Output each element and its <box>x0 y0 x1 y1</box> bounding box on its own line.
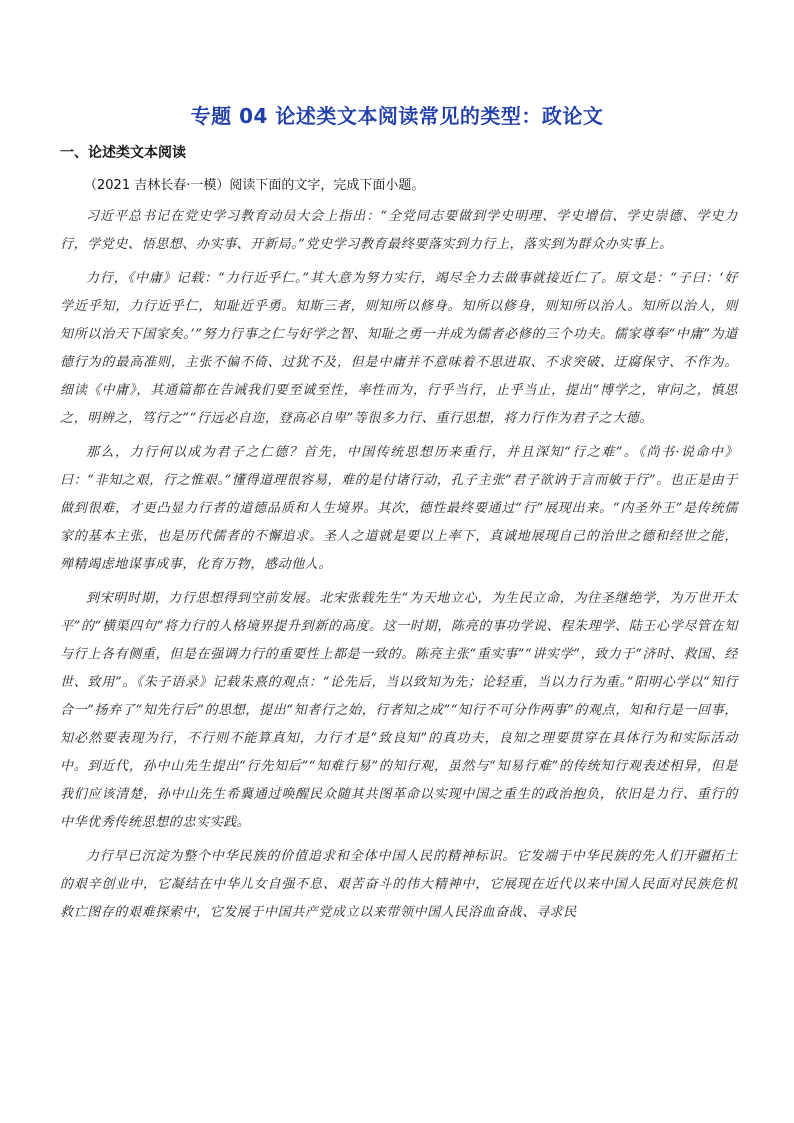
section-heading: 一、论述类文本阅读 <box>60 145 186 161</box>
document-title: 专题 04 论述类文本阅读常见的类型：政论文 <box>190 104 604 128</box>
paragraph-4: 到宋明时期，力行思想得到空前发展。北宋张载先生“为天地立心，为生民立命，为往圣继绝学，为万世开太平”的“横渠四句”将力行的人格境界提升到新的高度。这一时期，陈亮的事功学说、程朱理学、陆王心学尽管在知与行上各有侧重，但是在强调力行的重要性上都是一致的。陈亮主张“重实事”“讲实学”，致力于“济时、救国、经世、致用”。《朱子语录》记载朱熹的观点：“论先后，当以致知为先；论轻重，当以力行为重。”阳明心学以“知行合一”扬弃了“知先行后”的思想，提出“知者行之始，行者知之成”“知行不可分作两事”的观点，知和行是一回事，知必然要表现为行，不行则不能算真知，力行才是“致良知”的真功夫，良知之理要贯穿在具体行为和实际活动中。到近代，孙中山先生提出“行先知后”“知难行易”的知行观，虽然与“知易行难”的传统知行观表述相异，但是我们应该清楚，孙中山先生希冀通过唤醒民众随其共图革命以实现中国之重生的政治抱负，依旧是力行、重行的中华优秀传统思想的忠实实践。 <box>60 591 738 830</box>
source-line: （2021 吉林长春·一模）阅读下面的文字，完成下面小题。 <box>84 178 425 193</box>
paragraph-3: 那么，力行何以成为君子之仁德？首先，中国传统思想历来重行，并且深知“行之难”。《尚书·说命中》曰：“非知之艰，行之惟艰。”懂得道理很容易，难的是付诸行动，孔子主张“君子欲讷于言而敏于行”。也正是由于做到很难，才更凸显力行者的道德品质和人生境界。其次，德性最终要通过“行”展现出来。“内圣外王”是传统儒家的基本主张，也是历代儒者的不懈追求。圣人之道就是要以上率下，真诚地展现自己的治世之德和经世之能，殚精竭虑地谋事成事，化育万物，感动他人。 <box>60 445 738 572</box>
article-body <box>60 203 738 933</box>
paragraph-1: 习近平总书记在党史学习教育动员大会上指出：“全党同志要做到学史明理、学史增信、学史崇德、学史力行，学党史、悟思想、办实事、开新局。”党史学习教育最终要落实到力行上，落实到为群众办实事上。 <box>60 209 738 252</box>
paragraph-5: 力行早已沉淀为整个中华民族的价值追求和全体中国人民的精神标识。它发端于中华民族的先人们开疆拓土的艰辛创业中，它凝结在中华儿女自强不息、艰苦奋斗的伟大精神中，它展现在近代以来中国人民面对民族危机救亡图存的艰难探索中，它发展于中国共产党成立以来带领中国人民浴血奋战、寻求民 <box>60 849 738 920</box>
paragraph-2: 力行，《中庸》记载：“力行近乎仁。”其大意为努力实行，竭尽全力去做事就接近仁了。原文是：“子曰：‘好学近乎知，力行近乎仁，知耻近乎勇。知斯三者，则知所以修身。知所以修身，则知所以治人。知所以治人，则知所以治天下国家矣。’”努力行事之仁与好学之智、知耻之勇一并成为儒者必修的三个功夫。儒家尊奉“中庸”为道德行为的最高准则，主张不偏不倚、过犹不及，但是中庸并不意味着不思进取、不求突破、迂腐保守、不作为。细读《中庸》，其通篇都在告诫我们要至诚至性，率性而为，行乎当行，止乎当止，提出“博学之，审问之，慎思之，明辨之，笃行之”“行远必自迩，登高必自卑”等很多力行、重行思想，将力行作为君子之大德。 <box>60 271 738 426</box>
